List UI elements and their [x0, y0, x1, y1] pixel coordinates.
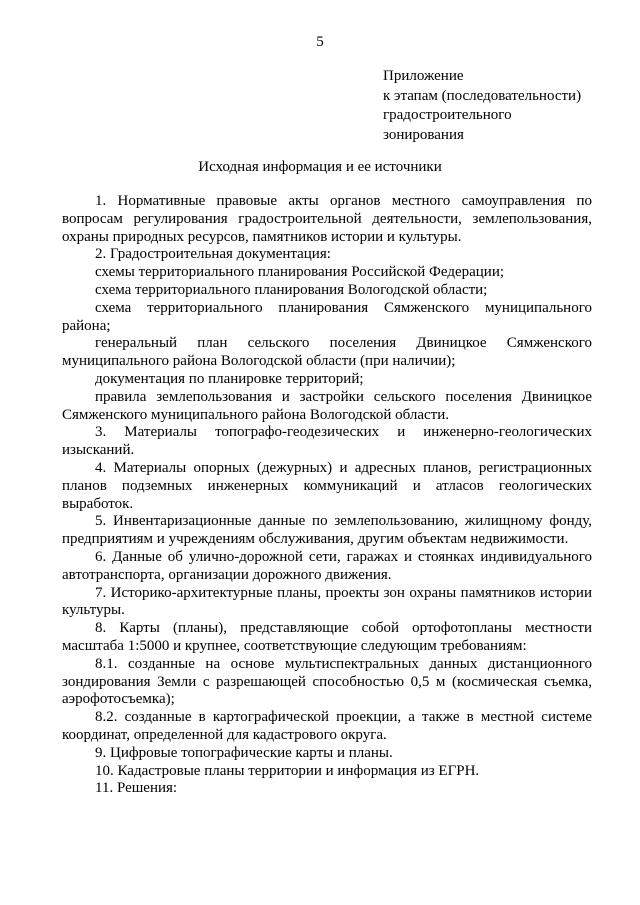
paragraph-item-4: 4. Материалы опорных (дежурных) и адресных планов, регистрационных планов подземных инженерных коммуникаций и атласов геологических выработок.	[62, 459, 592, 512]
paragraph-item-11: 11. Решения:	[95, 780, 178, 797]
appendix-line: градостроительного	[383, 107, 512, 123]
paragraph-subitem: схема территориального планирования Сямженского муниципального района;	[62, 299, 592, 334]
appendix-line: зонирования	[383, 126, 464, 143]
paragraph-item-8: 8. Карты (планы), представляющие собой ортофотопланы местности масштаба 1:5000 и крупнее, соответствующие следующим требованиям:	[62, 620, 592, 654]
paragraph-item-1: 1. Нормативные правовые акты органов местного самоуправления по вопросам регулирования градостроительной деятельности, землепользования, охраны природных ресурсов, памятников истории и культуры.	[62, 193, 592, 245]
paragraph-item-5: 5. Инвентаризационные данные по землепользованию, жилищному фонду, предприятиям и учреждениям обслуживания, другим объектам недвижимости.	[62, 513, 592, 548]
paragraph-subitem: документация по планировке территорий;	[95, 370, 364, 387]
appendix-line: к этапам (последовательности)	[383, 87, 582, 104]
paragraph-item-8-2: 8.2. созданные в картографической проекции, а также в местной системе координат, определенной для кадастрового округа.	[62, 709, 592, 743]
appendix-line: Приложение	[383, 68, 464, 84]
paragraph-subitem: правила землепользования и застройки сельского поселения Двиницкое Сямженского муниципального района Вологодской области.	[62, 388, 592, 423]
paragraph-item-9: 9. Цифровые топографические карты и планы.	[95, 744, 393, 761]
appendix-note	[383, 67, 581, 145]
paragraph-item-7: 7. Историко-архитектурные планы, проекты зон охраны памятников истории культуры.	[62, 584, 592, 619]
paragraph-item-6: 6. Данные об улично-дорожной сети, гаражах и стоянках индивидуального автотранспорта, организации дорожного движения.	[62, 548, 592, 583]
paragraph-subitem: схемы территориального планирования Российской Федерации;	[95, 264, 505, 281]
paragraph-subitem: генеральный план сельского поселения Двиницкое Сямженского муниципального района Вологодской области (при наличии);	[62, 335, 592, 370]
document-title: Исходная информация и ее источники	[198, 159, 442, 175]
paragraph-item-8-1: 8.1. созданные на основе мультиспектральных данных дистанционного зондирования Земли с разрешающей способностью 0,5 м (космическая съемка, аэрофотосъемка);	[62, 655, 592, 708]
paragraph-item-3: 3. Материалы топографо-геодезических и инженерно-геологических изысканий.	[62, 424, 592, 459]
document-body	[62, 193, 592, 798]
paragraph-subitem: схема территориального планирования Вологодской области;	[95, 281, 488, 298]
paragraph-item-10: 10. Кадастровые планы территории и информация из ЕГРН.	[95, 762, 480, 779]
page-number: 5	[316, 34, 324, 50]
paragraph-item-2: 2. Градостроительная документация:	[95, 246, 331, 263]
